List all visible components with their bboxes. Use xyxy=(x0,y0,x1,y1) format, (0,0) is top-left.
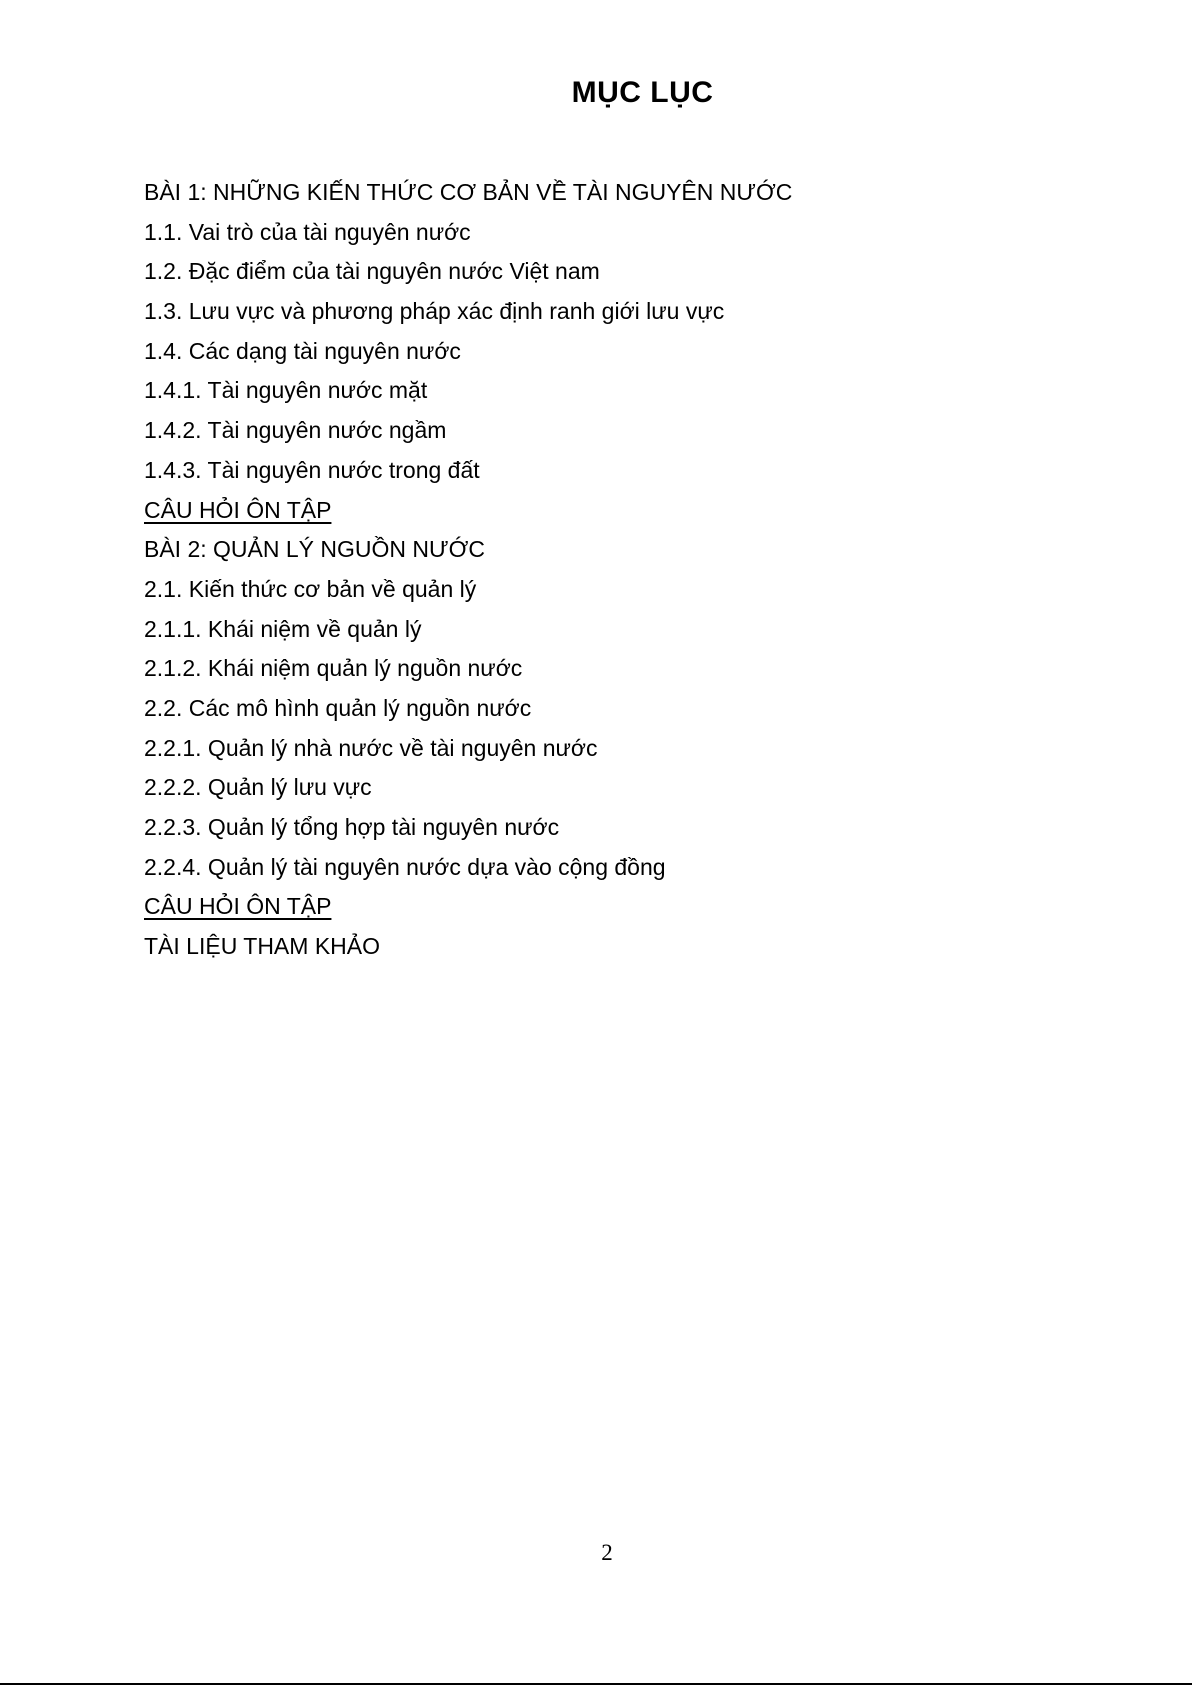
toc-entry-text: 2.1.2. Khái niệm quản lý nguồn nước xyxy=(144,655,523,682)
page-title: MỤC LỤC xyxy=(571,76,714,109)
toc-entry xyxy=(144,451,792,491)
toc-entry-text: BÀI 2: QUẢN LÝ NGUỒN NƯỚC xyxy=(144,536,485,563)
toc-entry-text: 1.4.1. Tài nguyên nước mặt xyxy=(144,377,428,404)
toc-entry xyxy=(144,173,792,213)
toc-entry-text: TÀI LIỆU THAM KHẢO xyxy=(144,933,381,960)
toc-entry xyxy=(144,848,792,888)
toc-entry xyxy=(144,649,792,689)
toc-entry-text: 1.2. Đặc điểm của tài nguyên nước Việt nam xyxy=(144,258,600,285)
toc-entry xyxy=(144,292,792,332)
toc-entry-text: 1.4.3. Tài nguyên nước trong đất xyxy=(144,456,480,483)
toc-entry xyxy=(144,887,792,927)
toc-entry-text: CÂU HỎI ÔN TẬP xyxy=(144,496,332,523)
table-of-contents xyxy=(144,173,792,967)
toc-entry xyxy=(144,371,792,411)
toc-entry-text: 2.2.2. Quản lý lưu vực xyxy=(144,774,372,801)
toc-entry xyxy=(144,252,792,292)
toc-entry-text: 2.1.1. Khái niệm về quản lý xyxy=(144,615,422,642)
toc-entry-text: 1.4. Các dạng tài nguyên nước xyxy=(144,337,461,364)
toc-entry xyxy=(144,768,792,808)
toc-entry-text: 1.3. Lưu vực và phương pháp xác định ranh giới lưu vực xyxy=(144,298,725,325)
toc-entry xyxy=(144,689,792,729)
toc-entry-text: CÂU HỎI ÔN TẬP xyxy=(144,893,332,920)
toc-entry-text: 2.1. Kiến thức cơ bản về quản lý xyxy=(144,575,477,602)
toc-entry-text: 1.1. Vai trò của tài nguyên nước xyxy=(144,218,471,245)
toc-entry xyxy=(144,530,792,570)
toc-entry xyxy=(144,491,792,531)
toc-entry-text: 1.4.2. Tài nguyên nước ngầm xyxy=(144,417,447,444)
toc-entry-text: BÀI 1: NHỮNG KIẾN THỨC CƠ BẢN VỀ TÀI NGUYÊN NƯỚC xyxy=(144,179,793,205)
page-number: 2 xyxy=(601,1540,613,1565)
toc-entry xyxy=(144,570,792,610)
toc-entry xyxy=(144,411,792,451)
toc-entry-text: 2.2.1. Quản lý nhà nước về tài nguyên nước xyxy=(144,734,598,761)
toc-entry xyxy=(144,927,792,967)
toc-entry-text: 2.2. Các mô hình quản lý nguồn nước xyxy=(144,694,532,721)
toc-entry-text: 2.2.3. Quản lý tổng hợp tài nguyên nước xyxy=(144,814,560,840)
toc-entry xyxy=(144,729,792,769)
toc-entry xyxy=(144,610,792,650)
toc-entry xyxy=(144,808,792,848)
toc-entry xyxy=(144,332,792,372)
toc-entry-text: 2.2.4. Quản lý tài nguyên nước dựa vào cộng đồng xyxy=(144,853,666,880)
toc-entry xyxy=(144,213,792,253)
